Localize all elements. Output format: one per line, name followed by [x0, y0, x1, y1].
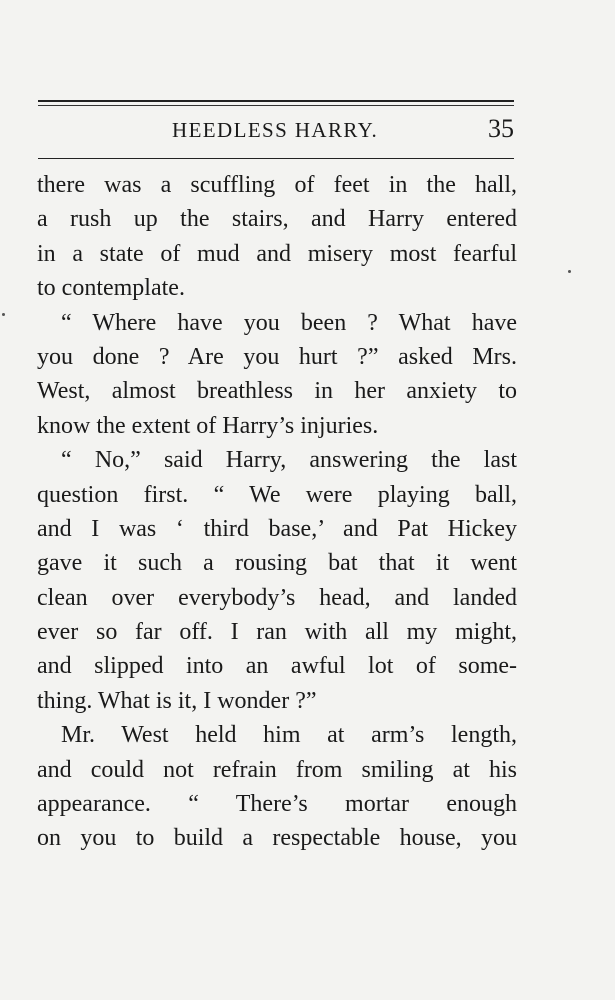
text-line: a rush up the stairs, and Harry entered [37, 206, 517, 233]
text-line: “ Where have you been ? What have [61, 309, 517, 336]
header-rule-thick [38, 100, 514, 102]
text-line: ever so far off. I ran with all my might, [37, 619, 517, 646]
text-line: on you to build a respectable house, you [37, 825, 517, 852]
text-line: gave it such a rousing bat that it went [37, 550, 517, 577]
text-line: to contemplate. [37, 275, 185, 302]
text-line: you done ? Are you hurt ?” asked Mrs. [37, 343, 517, 370]
paper-speck [2, 313, 5, 316]
body-text [37, 168, 517, 856]
page-number: 35 [488, 114, 514, 143]
text-line: in a state of mud and misery most fearful [37, 240, 517, 267]
text-line: and I was ‘ third base,’ and Pat Hickey [37, 515, 517, 542]
header-rule-thin [38, 105, 514, 106]
text-line: question first. “ We were playing ball, [37, 481, 517, 508]
text-line: West, almost breathless in her anxiety to [37, 378, 517, 405]
text-line: and could not refrain from smiling at his [37, 756, 517, 783]
text-line: appearance. “ There’s mortar enough [37, 791, 517, 818]
running-head: HEEDLESS HARRY. [172, 118, 379, 142]
header-rule-bottom [38, 158, 514, 159]
text-line: and slipped into an awful lot of some- [37, 653, 517, 680]
text-line: Mr. West held him at arm’s length, [61, 722, 517, 749]
text-line: clean over everybody’s head, and landed [37, 584, 517, 611]
paper-speck [568, 270, 571, 273]
text-line: know the extent of Harry’s injuries. [37, 412, 379, 439]
text-line: “ No,” said Harry, answering the last [61, 447, 517, 474]
text-line: thing. What is it, I wonder ?” [37, 687, 317, 714]
text-line: there was a scuffling of feet in the hall, [37, 172, 517, 198]
